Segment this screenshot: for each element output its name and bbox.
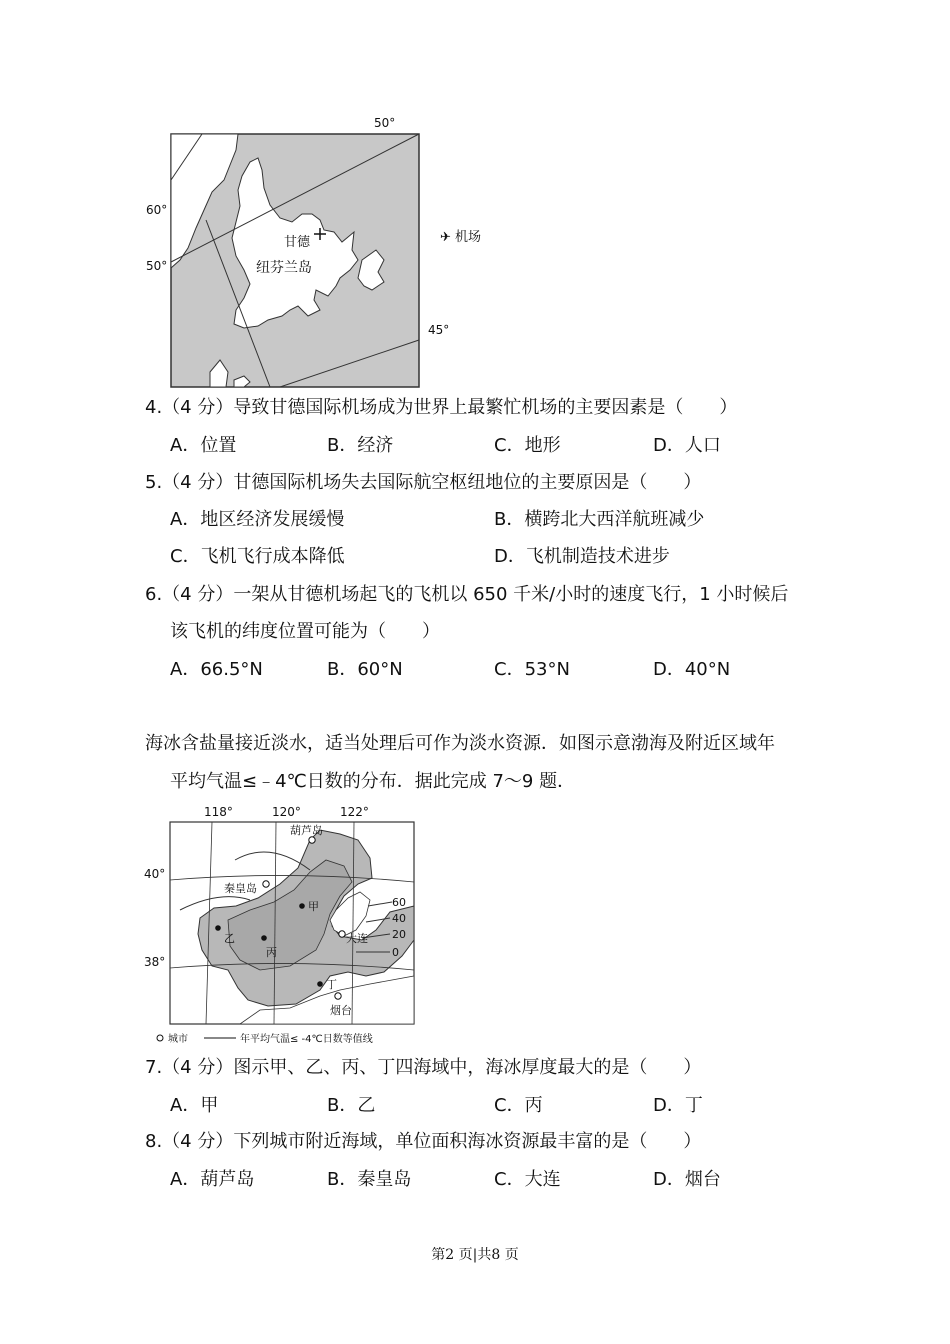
map1-lat-top: 50°	[374, 116, 396, 130]
map1-lat-60: 60°	[146, 203, 168, 217]
q6-option-b[interactable]: B．60°N	[327, 659, 403, 680]
area-ding: 丁	[326, 978, 337, 991]
q6-option-a[interactable]: A．66.5°N	[170, 659, 263, 680]
map1-city-label: 甘德	[284, 235, 311, 250]
city-dalian: 大连	[346, 932, 368, 945]
q7-option-c[interactable]: C．丙	[494, 1095, 543, 1116]
map1-legend-label: 机场	[455, 230, 482, 245]
q5-option-b[interactable]: B．横跨北大西洋航班减少	[494, 509, 705, 530]
passage-line2: 平均气温≤﹣4℃日数的分布．据此完成 7～9 题．	[170, 771, 576, 792]
area-yi: 乙	[224, 932, 235, 945]
map1-lat-50: 50°	[146, 259, 168, 273]
q4-option-c[interactable]: C．地形	[494, 435, 561, 456]
city-qinhuangdao: 秦皇岛	[224, 882, 257, 895]
passage-line1: 海冰含盐量接近淡水，适当处理后可作为淡水资源．如图示意渤海及附近区域年	[145, 733, 775, 754]
question-6-stem-line2: 该飞机的纬度位置可能为（ ）	[170, 621, 440, 642]
question-7-stem: 7.（4 分）图示甲、乙、丙、丁四海域中，海冰厚度最大的是（ ）	[145, 1057, 702, 1078]
q6-option-c[interactable]: C．53°N	[494, 659, 570, 680]
map1-island-label: 纽芬兰岛	[256, 260, 312, 276]
contour-60: 60	[392, 896, 406, 909]
map2-legend-line: 年平均气温≤ -4℃日数等值线	[240, 1034, 373, 1045]
q8-option-d[interactable]: D．烟台	[653, 1169, 721, 1190]
q6-option-d[interactable]: D．40°N	[653, 659, 731, 680]
map2-lon-120: 120°	[272, 805, 301, 819]
page-footer: 第2 页|共8 页	[431, 1247, 519, 1263]
q4-option-a[interactable]: A．位置	[170, 435, 237, 456]
contour-20: 20	[392, 928, 406, 941]
area-bing: 丙	[266, 946, 277, 959]
newfoundland-map	[140, 110, 520, 395]
q5-option-d[interactable]: D．飞机制造技术进步	[494, 546, 670, 567]
question-8-stem: 8.（4 分）下列城市附近海域，单位面积海冰资源最丰富的是（ ）	[145, 1131, 702, 1152]
city-huludao: 葫芦岛	[290, 824, 323, 837]
question-6-stem-line1: 6.（4 分）一架从甘德机场起飞的飞机以 650 千米/小时的速度飞行，1 小时候后	[145, 584, 789, 605]
question-5-stem: 5.（4 分）甘德国际机场失去国际航空枢纽地位的主要原因是（ ）	[145, 472, 702, 493]
q7-option-b[interactable]: B．乙	[327, 1095, 376, 1116]
q7-option-a[interactable]: A．甲	[170, 1095, 219, 1116]
question-4-stem: 4.（4 分）导致甘德国际机场成为世界上最繁忙机场的主要因素是（ ）	[145, 397, 738, 418]
map1-legend	[440, 226, 481, 245]
airport-legend-icon: ✈	[440, 230, 451, 245]
q8-option-b[interactable]: B．秦皇岛	[327, 1169, 412, 1190]
contour-40: 40	[392, 912, 406, 925]
q8-option-c[interactable]: C．大连	[494, 1169, 561, 1190]
city-yantai: 烟台	[330, 1004, 352, 1017]
q5-option-a[interactable]: A．地区经济发展缓慢	[170, 509, 345, 530]
q4-option-b[interactable]: B．经济	[327, 435, 394, 456]
q7-option-d[interactable]: D．丁	[653, 1095, 703, 1116]
bohai-map	[140, 800, 430, 1050]
map1-lon-45: 45°	[428, 323, 450, 337]
map2-lon-122: 122°	[340, 805, 369, 819]
q5-option-c[interactable]: C．飞机飞行成本降低	[170, 546, 345, 567]
map2-lon-118: 118°	[204, 805, 233, 819]
q4-option-d[interactable]: D．人口	[653, 435, 721, 456]
q8-option-a[interactable]: A．葫芦岛	[170, 1169, 255, 1190]
area-jia: 甲	[308, 900, 319, 913]
map2-legend-city: 城市	[168, 1034, 188, 1045]
map2-lat-38: 38°	[144, 955, 166, 969]
map2-lat-40: 40°	[144, 867, 166, 881]
contour-0: 0	[392, 946, 399, 959]
